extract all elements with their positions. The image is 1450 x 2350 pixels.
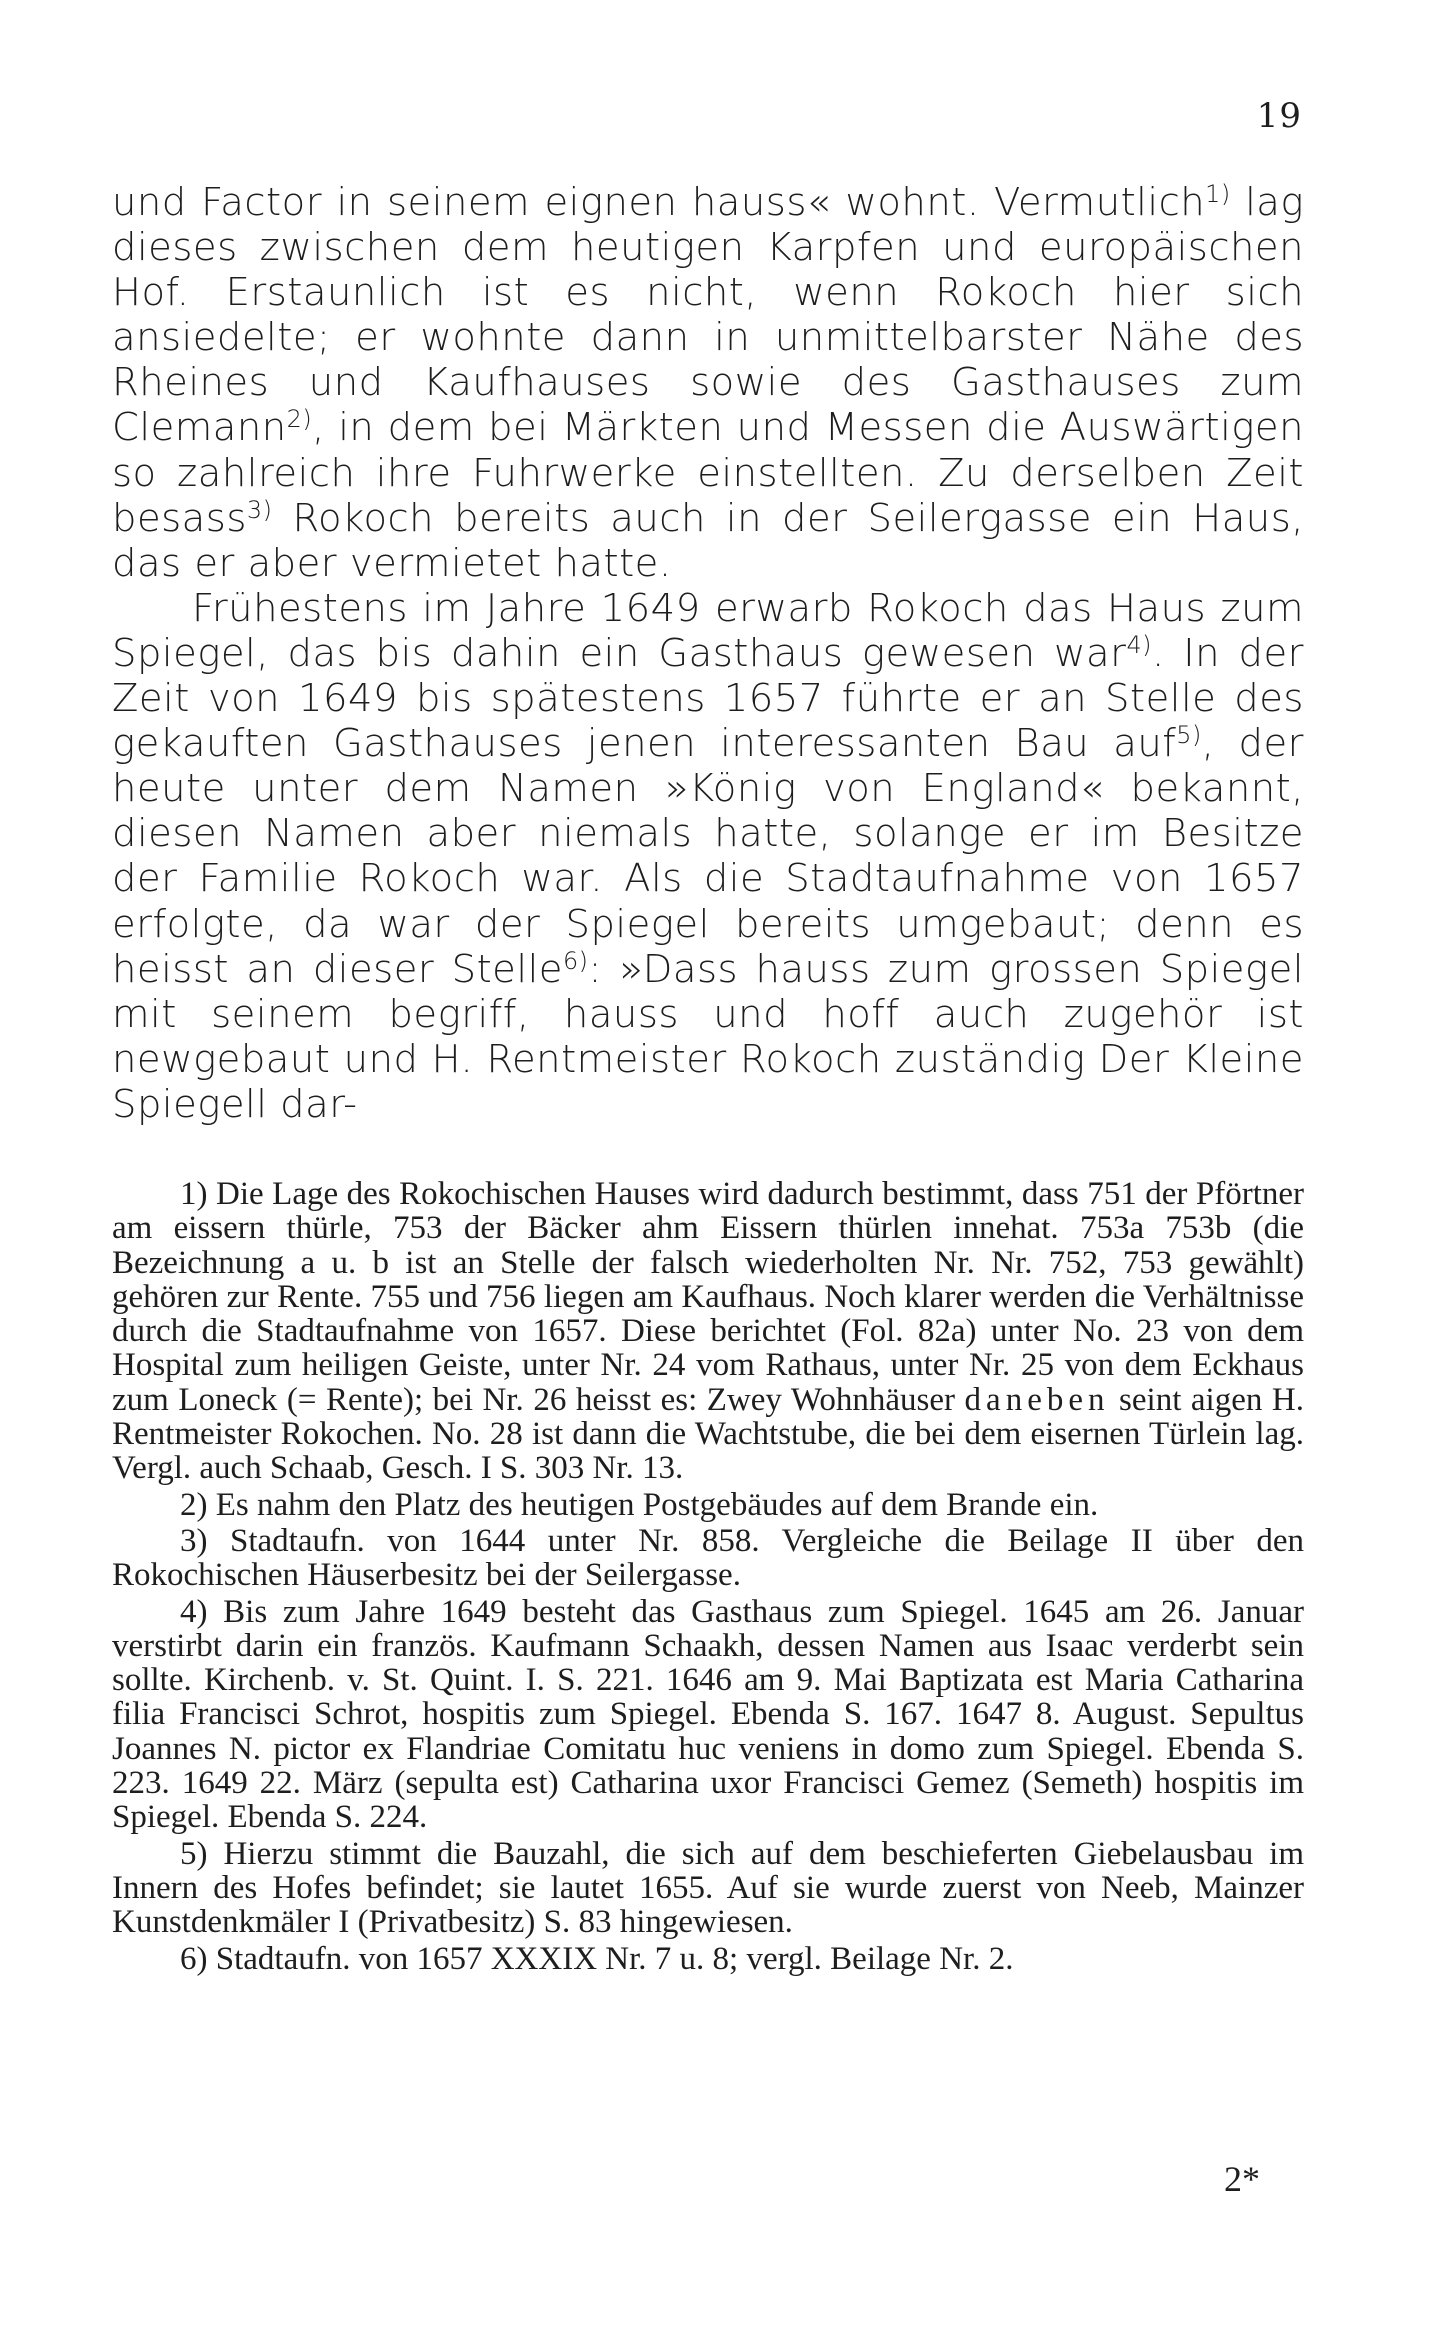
- footnote-1: [112, 1177, 1304, 1486]
- footnote-ref-2: 2): [286, 405, 313, 434]
- footnote-text: 1) Die Lage des Rokochischen Hauses wird dadurch bestimmt, dass 751 der Pförtner am eissern thürle, 753 der Bäcker ahm Eissern thürlen innehat. 753a 753b (die Bezeichnung a u. b ist an Stelle der falsch wiederholten Nr. Nr. 752, 753 gewählt) gehören zur Rente. 755 und 756 liegen am Kaufhaus. Noch klarer werden die Verhältnisse durch die Stadtaufnahme von 1657. Diese berichtet (Fol. 82a) unter No. 23 von dem Hospital zum heiligen Geiste, unter Nr. 24 vom Rathaus, unter Nr. 25 von dem Eckhaus zum Loneck (= Rente); bei Nr. 26 heisst es: Zwey Wohnhäuser: [112, 1176, 1304, 1418]
- footnote-text: seint aigen H. Rentmeister Rokochen. No. 28 ist dann die Wachtstube, die bei dem eisernen Türlein lag. Vergl. auch Schaab, Gesch. I S. 303 Nr. 13.: [112, 1381, 1305, 1487]
- footnote-ref-5: 5): [1176, 721, 1202, 749]
- text-run: Frühestens im Jahre 1649 erwarb Rokoch das Haus zum Spiegel, das bis dahin ein Gasthaus gewesen war: [112, 585, 1304, 676]
- text-run: und Factor in seinem eignen hauss« wohnt. Vermutlich: [112, 180, 1206, 225]
- signature-mark: 2*: [1224, 2159, 1260, 2199]
- text-run: , der heute unter dem Namen »König von England« bekannt, diesen Namen aber niemals hatte, solange er im Besitze der Familie Rokoch war. Als die Stadtaufnahme von 1657 erfolgte, da war der Spiegel bereits umgebaut; denn es heisst an dieser Stelle: [112, 721, 1304, 992]
- footnote-ref-3: 3): [246, 495, 273, 524]
- footnote-ref-1: 1): [1205, 179, 1231, 208]
- footnote-5: 5) Hierzu stimmt die Bauzahl, die sich auf dem beschieferten Giebelausbau im Innern des Hofes befindet; sie lautet 1655. Auf sie wurde zuerst von Neeb, Mainzer Kunstdenkmäler I (Privatbesitz) S. 83 hingewiesen.: [112, 1835, 1304, 1941]
- footnote-ref-6: 6): [562, 946, 589, 975]
- footnote-6: 6) Stadtaufn. von 1657 XXXIX Nr. 7 u. 8; vergl. Beilage Nr. 2.: [180, 1940, 1014, 1977]
- text-run: : »Dass hauss zum grossen Spiegel mit seinem begriff, hauss und hoff auch zugehör ist newgebaut und H. Rentmeister Rokoch zuständig Der Kleine Spiegell dar-: [112, 946, 1304, 1127]
- text-run: Rokoch bereits auch in der Seilergasse ein Haus, das er aber vermietet hatte.: [112, 495, 1304, 586]
- page-number: 19: [1256, 96, 1302, 136]
- text-run: lag dieses zwischen dem heutigen Karpfen und europäischen Hof. Erstaunlich ist es nicht, wenn Rokoch hier sich ansiedelte; er wohnte dann in unmittelbarster Nähe des Rheines und Kaufhauses sowie des Gasthauses zum Clemann: [112, 180, 1304, 451]
- paragraph-1: [112, 180, 1304, 586]
- footnotes: [112, 1177, 1304, 1976]
- main-text: [112, 180, 1304, 1127]
- footnote-2: 2) Es nahm den Platz des heutigen Postgebäudes auf dem Brande ein.: [180, 1486, 1099, 1523]
- footnote-ref-4: 4): [1126, 630, 1152, 659]
- text-run: . In der Zeit von 1649 bis spätestens 1657 führte er an Stelle des gekauften Gasthauses jenen interessanten Bau auf: [112, 630, 1304, 767]
- paragraph-2: [112, 586, 1304, 1127]
- text-run: , in dem bei Märkten und Messen die Auswärtigen so zahlreich ihre Fuhrwerke einstellten. Zu derselben Zeit besass: [112, 405, 1304, 541]
- footnote-spaced-word: daneben: [964, 1381, 1110, 1418]
- footnote-3: 3) Stadtaufn. von 1644 unter Nr. 858. Vergleiche die Beilage II über den Rokochischen Häuserbesitz bei der Seilergasse.: [112, 1522, 1304, 1594]
- footnote-4: 4) Bis zum Jahre 1649 besteht das Gasthaus zum Spiegel. 1645 am 26. Januar verstirbt darin ein französ. Kaufmann Schaakh, dessen Namen aus Isaac verderbt sein sollte. Kirchenb. v. St. Quint. I. S. 221. 1646 am 9. Mai Baptizata est Maria Catharina filia Francisci Schrot, hospitis zum Spiegel. Ebenda S. 167. 1647 8. August. Sepultus Joannes N. pictor ex Flandriae Comitatu huc veniens in domo zum Spiegel. Ebenda S. 223. 1649 22. März (sepulta est) Catharina uxor Francisci Gemez (Semeth) hospitis im Spiegel. Ebenda S. 224.: [112, 1593, 1304, 1836]
